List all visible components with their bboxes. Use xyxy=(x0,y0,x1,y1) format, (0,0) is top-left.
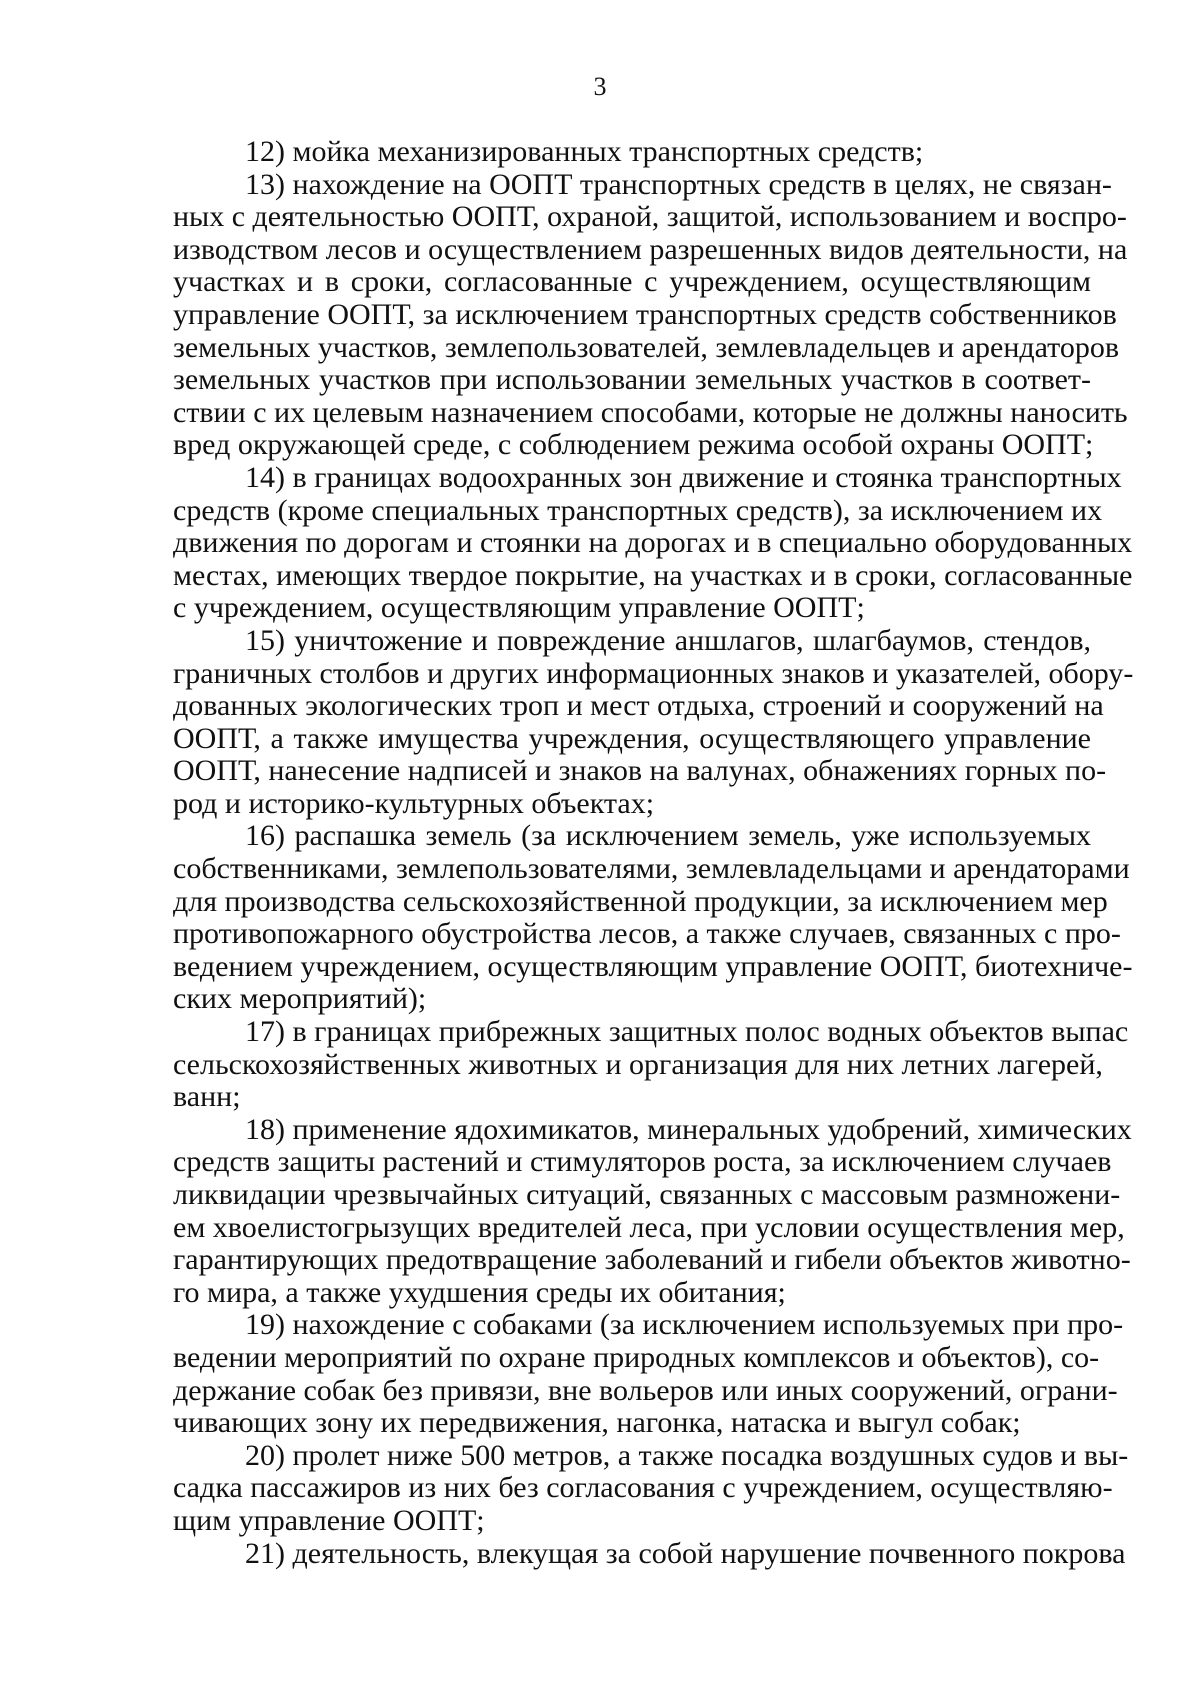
text-line: управление ООПТ, за исключением транспортных средств собственников xyxy=(173,297,1117,331)
text-line: средств защиты растений и стимуляторов роста, за исключением случаев xyxy=(173,1145,1112,1179)
text-line: вред окружающей среде, с соблюдением режима особой охраны ООПТ; xyxy=(173,428,1094,462)
text-line: ствии с их целевым назначением способами, которые не должны наносить xyxy=(173,395,1128,429)
text-line: гарантирующих предотвращение заболеваний и гибели объектов животно- xyxy=(173,1243,1131,1277)
text-line: род и историко-культурных объектах; xyxy=(173,786,655,820)
text-line: щим управление ООПТ; xyxy=(173,1503,485,1537)
text-line: 21) деятельность, влекущая за собой нарушение почвенного покрова xyxy=(245,1536,1126,1570)
text-line: чивающих зону их передвижения, нагонка, натаска и выгул собак; xyxy=(173,1406,1021,1440)
text-line: земельных участков при использовании земельных участков в соответ- xyxy=(173,363,1091,397)
text-line: средств (кроме специальных транспортных средств), за исключением их xyxy=(173,493,1103,527)
text-line: 16) распашка земель (за исключением земель, уже используемых xyxy=(245,819,1091,853)
text-line: дованных экологических троп и мест отдыха, строений и сооружений на xyxy=(173,689,1104,723)
text-line: земельных участков, землепользователей, землевладельцев и арендаторов xyxy=(173,330,1120,364)
text-line: 15) уничтожение и повреждение аншлагов, шлагбаумов, стендов, xyxy=(245,623,1091,657)
text-line: с учреждением, осуществляющим управление ООПТ; xyxy=(173,591,865,625)
text-line: собственниками, землепользователями, землевладельцами и арендаторами xyxy=(173,852,1130,886)
text-line: ООПТ, а также имущества учреждения, осуществляющего управление xyxy=(173,721,1091,755)
text-line: 12) мойка механизированных транспортных средств; xyxy=(245,135,924,168)
text-line: сельскохозяйственных животных и организация для них летних лагерей, xyxy=(173,1047,1103,1081)
text-line: граничных столбов и других информационных знаков и указателей, обору- xyxy=(173,656,1134,690)
page-number: 3 xyxy=(593,72,607,101)
text-line: участках и в сроки, согласованные с учреждением, осуществляющим xyxy=(173,265,1091,299)
text-line: 13) нахождение на ООПТ транспортных средств в целях, не связан- xyxy=(245,167,1112,201)
document-body xyxy=(173,135,1134,1570)
text-line: 17) в границах прибрежных защитных полос водных объектов выпас xyxy=(245,1015,1129,1049)
text-line: ведением учреждением, осуществляющим управление ООПТ, биотехниче- xyxy=(173,949,1133,983)
text-line: ных с деятельностью ООПТ, охраной, защитой, использованием и воспро- xyxy=(173,200,1127,234)
text-line: го мира, а также ухудшения среды их обитания; xyxy=(173,1275,786,1309)
text-line: 18) применение ядохимикатов, минеральных удобрений, химических xyxy=(245,1112,1132,1146)
text-line: ем хвоелистогрызущих вредителей леса, при условии осуществления мер, xyxy=(173,1210,1125,1244)
text-line: ванн; xyxy=(173,1080,241,1114)
text-line: 14) в границах водоохранных зон движение и стоянка транспортных xyxy=(245,460,1122,494)
text-line: местах, имеющих твердое покрытие, на участках и в сроки, согласованные xyxy=(173,558,1133,592)
text-line: для производства сельскохозяйственной продукции, за исключением мер xyxy=(173,884,1108,918)
text-line: ликвидации чрезвычайных ситуаций, связанных с массовым размножени- xyxy=(173,1178,1121,1211)
text-line: противопожарного обустройства лесов, а также случаев, связанных с про- xyxy=(173,917,1121,951)
text-line: ских мероприятий); xyxy=(173,982,427,1016)
text-line: держание собак без привязи, вне вольеров или иных сооружений, ограни- xyxy=(173,1373,1118,1407)
text-line: 20) пролет ниже 500 метров, а также посадка воздушных судов и вы- xyxy=(245,1438,1129,1472)
text-line: ООПТ, нанесение надписей и знаков на валунах, обнажениях горных по- xyxy=(173,754,1107,788)
text-line: ведении мероприятий по охране природных комплексов и объектов), со- xyxy=(173,1340,1100,1374)
text-line: садка пассажиров из них без согласования с учреждением, осуществляю- xyxy=(173,1471,1113,1505)
text-line: изводством лесов и осуществлением разрешенных видов деятельности, на xyxy=(173,232,1128,266)
text-line: движения по дорогам и стоянки на дорогах и в специально оборудованных xyxy=(173,526,1133,560)
text-line: 19) нахождение с собаками (за исключением используемых при про- xyxy=(245,1308,1124,1342)
